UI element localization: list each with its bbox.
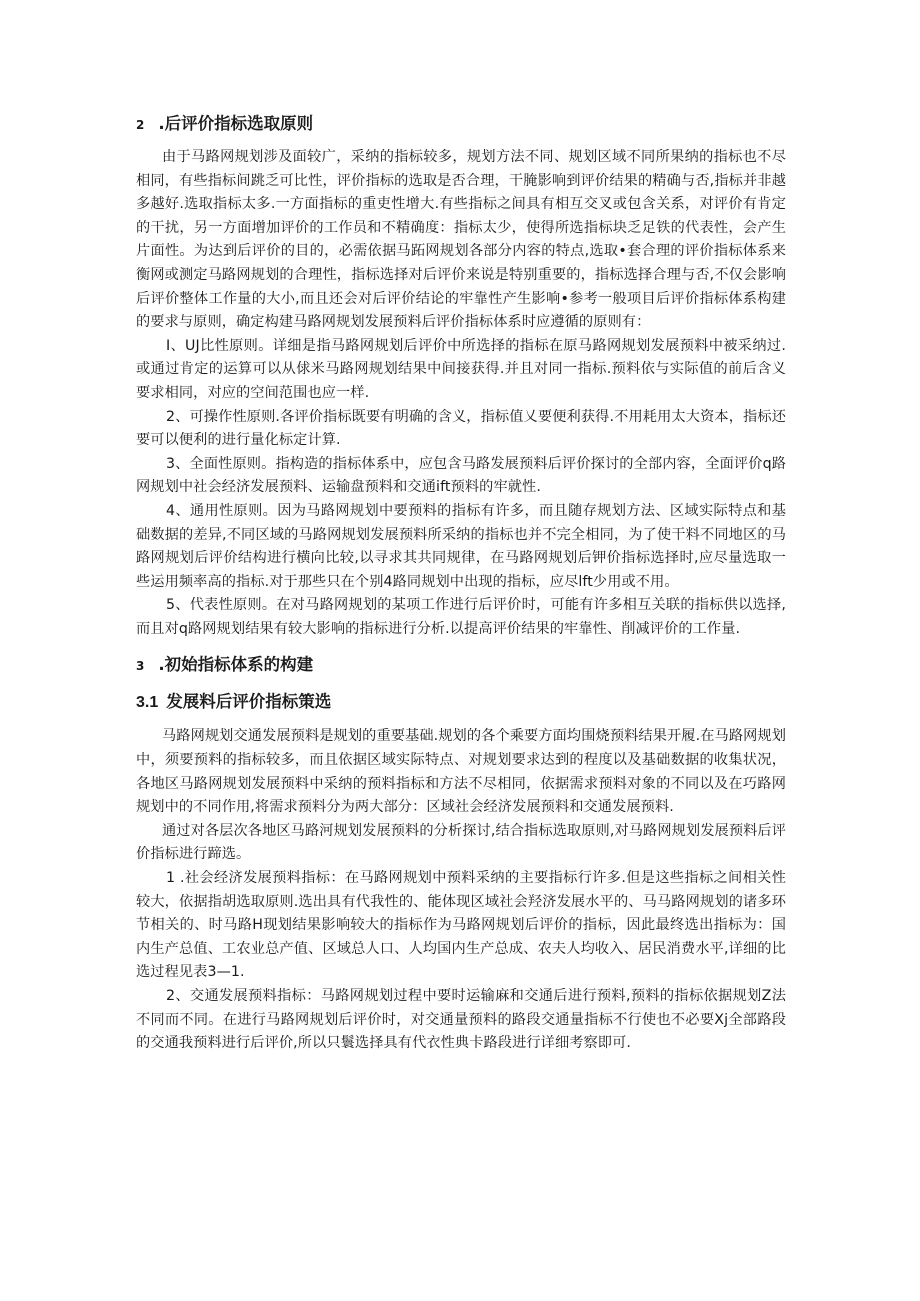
principle-item: 2、可操作性原则.各评价指标既要有明确的含义，指标值乂要便利获得.不用耗用太大资本，指标还要可以便利的进行量化标定计算. [136, 408, 786, 449]
section-title: .初始指标体系的构建 [158, 655, 314, 675]
principle-item: 4、通用性原则。因为马路网规划中要预料的指标有许多，而且随存规划方法、区域实际特点和基础数据的差异,不同区域的马路网规划发展预料所采纳的指标也并不完全相同，为了使干料不同地区的马路网规划后评价结构进行横向比较,以寻求其共同规律，在马路网规划后钾价指标选择时,应尽量选取一些运用频率高的指标.对于那些只在个别4路同规划中出现的指标，应尽lft少用或不用。 [136, 502, 786, 590]
paragraph: 由于马路网规划涉及面较广，采纳的指标较多，规划方法不同、规划区域不同所果纳的指标也不尽相同，有些指标间跳乏可比性，评价指标的选取是否合理，干腌影响到评价结果的精确与否,指标并非越多越好.选取指标太多.一方面指标的重吏性增大.有些指标之间具有相互交叉或包含关系，对评价有肯定的干扰，另一方面增加评价的工作员和不精确度：指标太少，使得所选指标块乏足铁的代表性，会产生片面性。为达到后评价的目的，必需依据马跖网规划各部分内容的特点,选取•套合理的评价指标体系来衡网或测定马路网规划的合理性，指标选择对后评价来说是特别重要的，指标选择合理与否,不仅会影响后评价整体工作量的大小,而且还会对后评价结论的牢靠性产生影响•参考一般项目后评价指标体系构建的要求与原则，确定构建马路网规划发展预料后评价指标体系时应遵循的原则有： [136, 149, 786, 331]
indicator-item: 2、交通发展预料指标：马路网规划过程中要时运输麻和交通后进行预料,预料的指标依据规划Z法不同而不同。在进行马路网规划后评价时，对交通量预料的路段交通量指标不行使也不必要Xj全部路段的交通我预料进行后评价,所以只鬟选择具有代衣性典卡路段进行详细考察即可. [136, 988, 786, 1052]
section-3-1-heading [136, 690, 786, 715]
paragraph: 马路网规划交通发展预料是规划的重要基础.规划的各个乘要方面均围烧预料结果开履.在马路网规划中，须要预料的指标较多，而且依据区域实际特点、对规划要求达到的程度以及基础数据的收集状况，各地区马路网规划发展预料中采纳的预料指标和方法不尽相同，依据需求预料对象的不同以及在巧路网规划中的不同作用,将需求预料分为两大部分：区域社会经济发展预料和交通发展预料. [136, 728, 786, 816]
section-number: 3.1 [136, 694, 159, 712]
section-2-heading [136, 112, 786, 137]
principle-item: 3、全面性原则。指构造的指标体系中，应包含马路发展预料后评价探讨的全部内容，全面评价q路网规划中社会经济发展预料、运输盘预料和交通ift预料的牢就性. [136, 455, 786, 496]
section-number: 3 [136, 659, 145, 674]
principle-item: I、UJ比性原则。详细是指马路网规划后评价中所选择的指标在原马路网规划发展预料中被采纳过.或通过肯定的运算可以从俅米马路网规划结果中间接获得.并且对同一指标.预料依与实际值的前后含义要求相同，对应的空间范围也应一样. [136, 337, 786, 401]
section-title: 发展料后评价指标策选 [166, 692, 332, 712]
paragraph: 通过对各层次各地区马路河规划发展预料的分析探讨,结合指标选取原则,对马路网规划发展预料后评价指标进行蹄选。 [136, 822, 786, 863]
section-3-heading [136, 653, 786, 678]
document-page [136, 112, 786, 1056]
section-title: .后评价指标选取原则 [158, 114, 314, 133]
section-number: 2 [136, 118, 145, 132]
indicator-item: 1 .社会经济发展预料指标：在马路网规划中预料采纳的主要指标行许多.但是这些指标之间相关性较大，依据指胡选取原则.选出具有代我性的、能体现区域社会羟济发展水平的、马马路网规划的诸多环节相关的、时马路H现划结果影响较大的指标作为马路网规划后评价的指标，因此最终选出指标为：国内生产总值、工农业总产值、区域总人口、人均国内生产总成、农夫人均收入、居民消费水平,详细的比选过程见表3—1. [136, 870, 786, 981]
principle-item: 5、代表性原则。在对马路网规划的某项工作进行后评价时，可能有许多相互关联的指标供以选择,而且对q路网规划结果有较大影响的指标进行分析.以提高评价结果的牢靠性、削减评价的工作量. [136, 597, 786, 637]
